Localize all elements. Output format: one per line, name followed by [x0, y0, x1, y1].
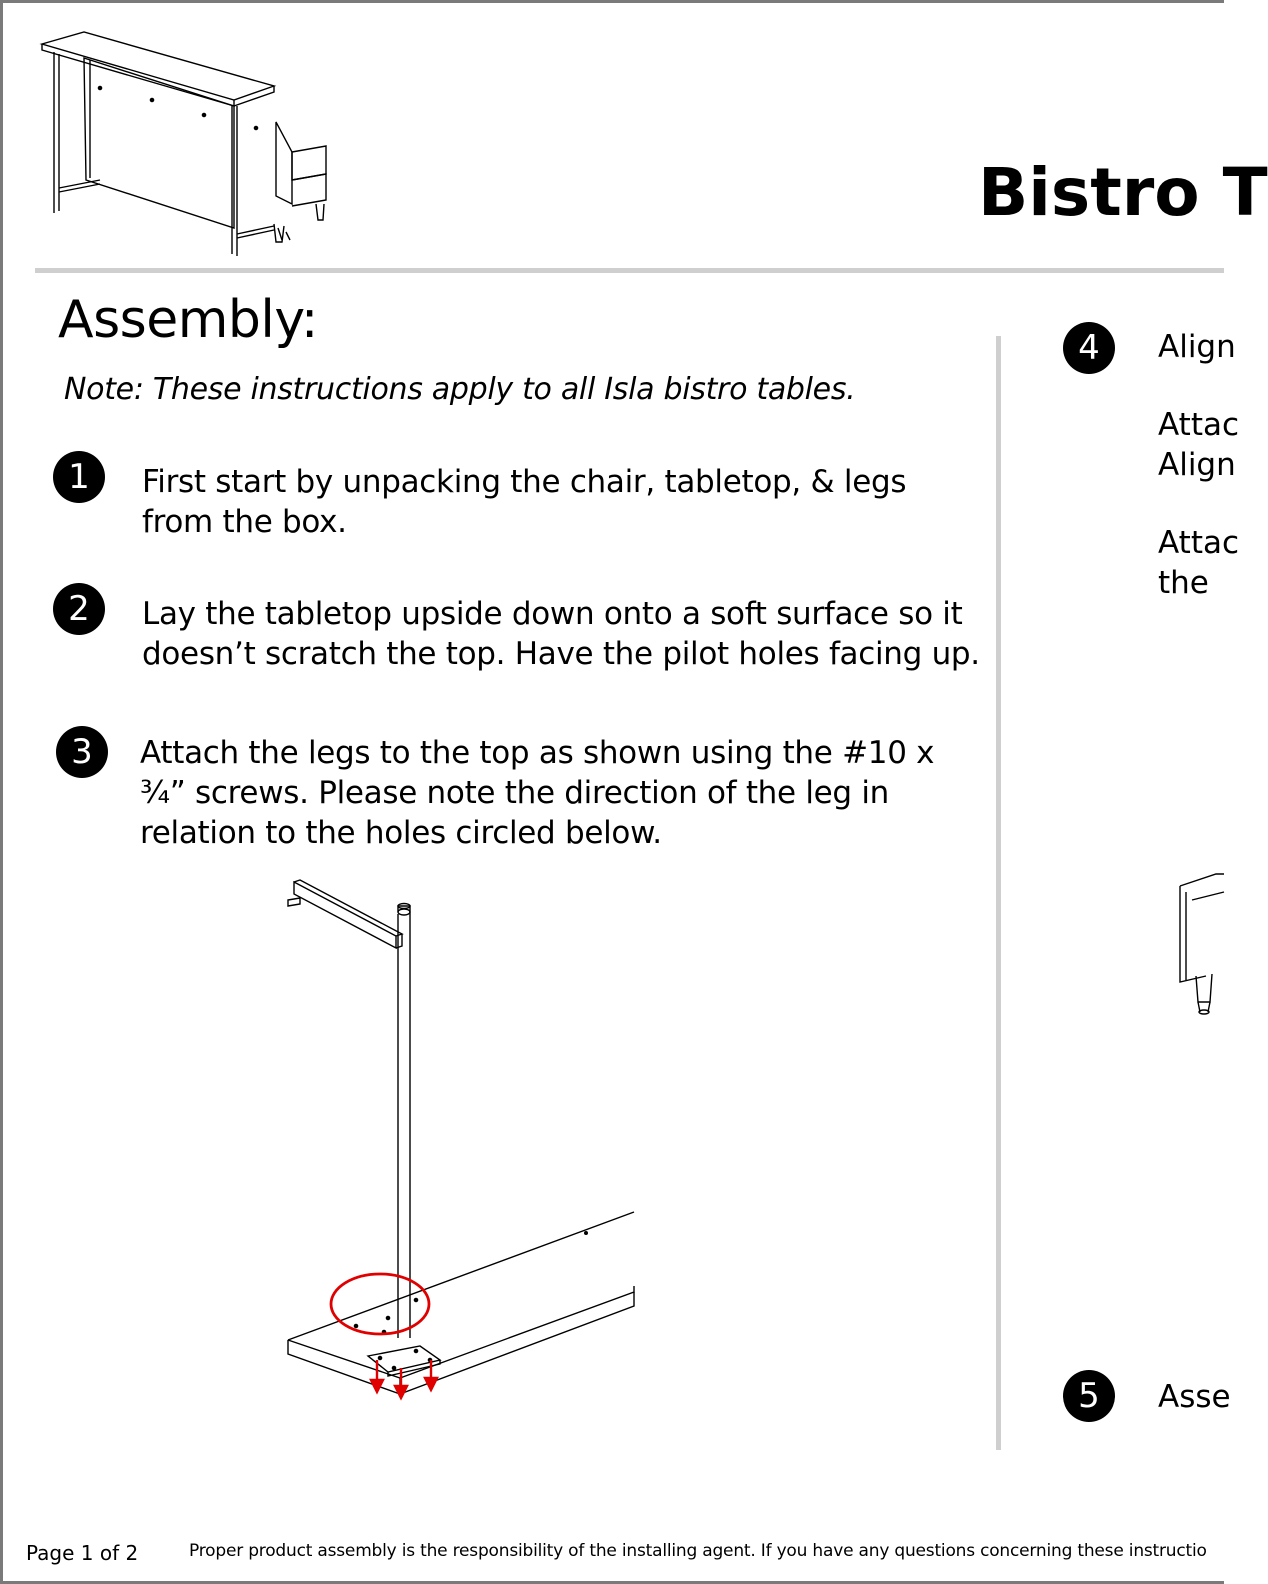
step-4-line-5: the — [1158, 565, 1209, 601]
footer-disclaimer: Proper product assembly is the responsibility of the installing agent. If you have any questions concerning these instructio — [189, 1541, 1207, 1561]
page-title: Bistro T — [978, 154, 1268, 231]
column-divider — [996, 336, 1001, 1450]
bench-partial-illustration — [1176, 872, 1224, 1022]
step-5-line-1: Asse — [1158, 1379, 1231, 1415]
bistro-table-illustration — [38, 28, 338, 264]
step-4-line-3: Align — [1158, 447, 1236, 483]
step-number-5: 5 — [1063, 1370, 1115, 1422]
step-2-text — [142, 594, 980, 674]
step-1-line-1: First start by unpacking the chair, tabletop, & legs — [142, 464, 907, 500]
step-4-line-2: Attac — [1158, 407, 1240, 443]
page-number: Page 1 of 2 — [26, 1541, 139, 1565]
step-3-text — [140, 733, 934, 853]
step-number-3: 3 — [56, 726, 108, 778]
section-note: Note: These instructions apply to all Isla bistro tables. — [64, 372, 856, 407]
step-3-line-1: Attach the legs to the top as shown using the #10 x — [140, 735, 935, 771]
header-divider — [35, 268, 1224, 273]
step-1-text — [142, 462, 906, 542]
section-heading: Assembly: — [58, 290, 318, 350]
step-4-line-4: Attac — [1158, 525, 1240, 561]
step-number-2: 2 — [53, 583, 105, 635]
step-number-1: 1 — [53, 451, 105, 503]
step-2-line-2: doesn’t scratch the top. Have the pilot holes facing up. — [142, 636, 980, 672]
step-2-line-1: Lay the tabletop upside down onto a soft surface so it — [142, 596, 963, 632]
leg-attachment-diagram — [280, 878, 650, 1438]
step-3-line-3: relation to the holes circled below. — [140, 815, 662, 851]
step-4-line-1: Align — [1158, 329, 1236, 365]
step-3-line-2: ¾” screws. Please note the direction of the leg in — [140, 775, 890, 811]
step-number-4: 4 — [1063, 322, 1115, 374]
step-1-line-2: from the box. — [142, 504, 347, 540]
